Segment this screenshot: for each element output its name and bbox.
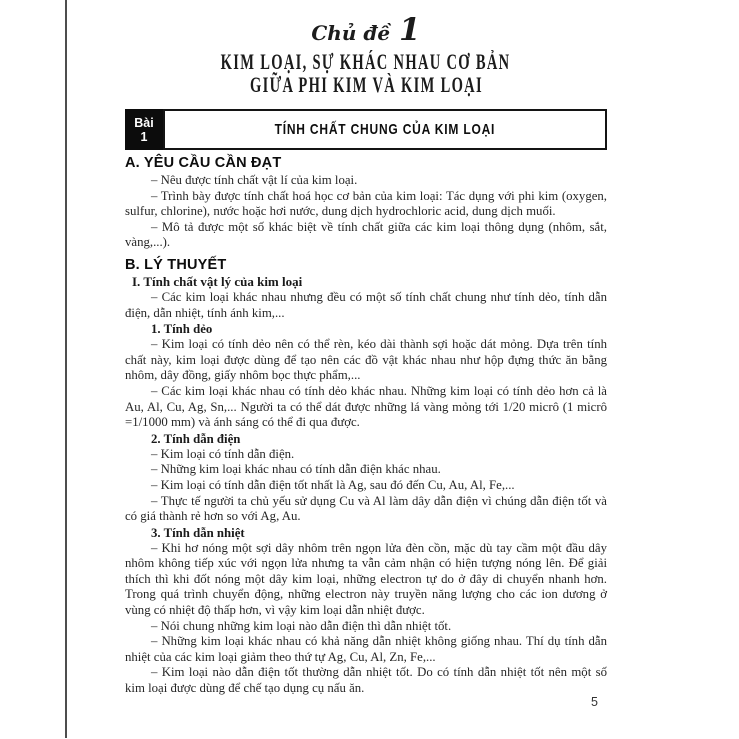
topic-2-paragraph: – Thực tế người ta chủ yếu sử dụng Cu và Al làm dây dẫn điện vì chúng dẫn điện tốt và có giá thành rẻ hơn so với Ag, Au. [125, 493, 607, 524]
lesson-badge-label: Bài [134, 115, 154, 130]
chapter-title-line2: GIỮA PHI KIM VÀ KIM LOẠI [249, 72, 483, 97]
topic-3-paragraph: – Nói chung những kim loại nào dẫn điện thì dẫn nhiệt tốt. [151, 618, 452, 633]
section-a-paragraph: – Mô tả được một số khác biệt về tính chất giữa các kim loại thông dụng (nhôm, sắt, vàng,...). [125, 219, 607, 250]
topic-3-paragraph: – Những kim loại khác nhau có khả năng dẫn nhiệt không giống nhau. Thí dụ tính dẫn nhiệt của các kim loại giảm theo thứ tự Ag, Cu, Al, Zn, Fe,... [125, 634, 607, 664]
subsection-heading: I. Tính chất vật lý của kim loại [132, 273, 303, 289]
chapter-label: Chủ đề [311, 21, 391, 45]
topic-3-paragraph: – Kim loại nào dẫn điện tốt thường dẫn nhiệt tốt. Do có tính dẫn nhiệt tốt nên một số kim loại được dùng để chế tạo dụng cụ nấu ăn. [125, 665, 607, 696]
topic-3-paragraph: – Khi hơ nóng một sợi dây nhôm trên ngọn lửa đèn cồn, mặc dù tay cầm một đầu dây nhôm không tiếp xúc với ngọn lửa nhưng ta vẫn cảm nhận có hiện tượng nóng lên. Để giải thích thì khi đốt nóng một dây kim loại, những electron tự do ở đây di chuyển nhanh hơn. Trong quá trình chuyển động, những electron này truyền năng lượng cho các ion dương ở vùng có nhiệt độ thấp hơn, vì vậy kim loại dẫn nhiệt được. [125, 540, 607, 618]
chapter-header [125, 12, 607, 48]
subsection-intro-paragraph: – Các kim loại khác nhau nhưng đều có một số tính chất chung như tính dẻo, tính dẫn điện, dẫn nhiệt, tính ánh kim,... [125, 289, 607, 320]
topic-3-heading: 3. Tính dẫn nhiệt [151, 525, 245, 540]
lesson-title-box [163, 109, 607, 150]
topic-1-paragraph: – Kim loại có tính dẻo nên có thể rèn, kéo dài thành sợi hoặc dát mỏng. Dựa trên tính chất này, kim loại được dùng để tạo nên các đồ vật khác nhau như hộp đựng thức ăn bằng nhôm, dây đồng, giấy nhôm bọc thực phẩm,... [125, 337, 607, 383]
page-edge-divider [65, 0, 67, 738]
section-a-paragraph: – Nêu được tính chất vật lí của kim loại. [151, 173, 358, 187]
section-a-heading: A. YÊU CẦU CẦN ĐẠT [125, 155, 282, 171]
topic-1-paragraph: – Các kim loại khác nhau có tính dẻo khác nhau. Những kim loại có tính dẻo hơn cả là Au, Al, Cu, Ag, Sn,... Người ta có thể dát được những lá vàng mỏng tới 1/20 micrô (1 micrô =1/1000 mm) và ánh sáng có thể đi qua được. [125, 383, 607, 430]
page-content [125, 0, 607, 697]
chapter-title-line1: KIM LOẠI, SỰ KHÁC NHAU CƠ BẢN [221, 49, 511, 74]
page-number: 5 [591, 695, 598, 709]
lesson-badge [125, 109, 163, 150]
topic-2-paragraph: – Kim loại có tính dẫn điện. [151, 446, 295, 461]
lesson-title: TÍNH CHẤT CHUNG CỦA KIM LOẠI [274, 121, 496, 138]
chapter-number: 1 [399, 12, 421, 48]
lesson-badge-number: 1 [140, 129, 148, 144]
topic-2-heading: 2. Tính dẫn điện [151, 431, 241, 446]
lesson-header-bar [125, 109, 607, 150]
section-b-heading: B. LÝ THUYẾT [125, 256, 227, 273]
section-a-paragraph: – Trình bày được tính chất hoá học cơ bản của kim loại: Tác dụng với phi kim (oxygen, sulfur, chlorine), nước hoặc hơi nước, dung dịch hydrochloric acid, dung dịch muối. [125, 188, 607, 219]
topic-1-heading: 1. Tính dẻo [151, 322, 213, 337]
topic-2-paragraph: – Kim loại có tính dẫn điện tốt nhất là Ag, sau đó đến Cu, Au, Al, Fe,... [151, 477, 515, 492]
topic-2-paragraph: – Những kim loại khác nhau có tính dẫn điện khác nhau. [151, 462, 441, 477]
